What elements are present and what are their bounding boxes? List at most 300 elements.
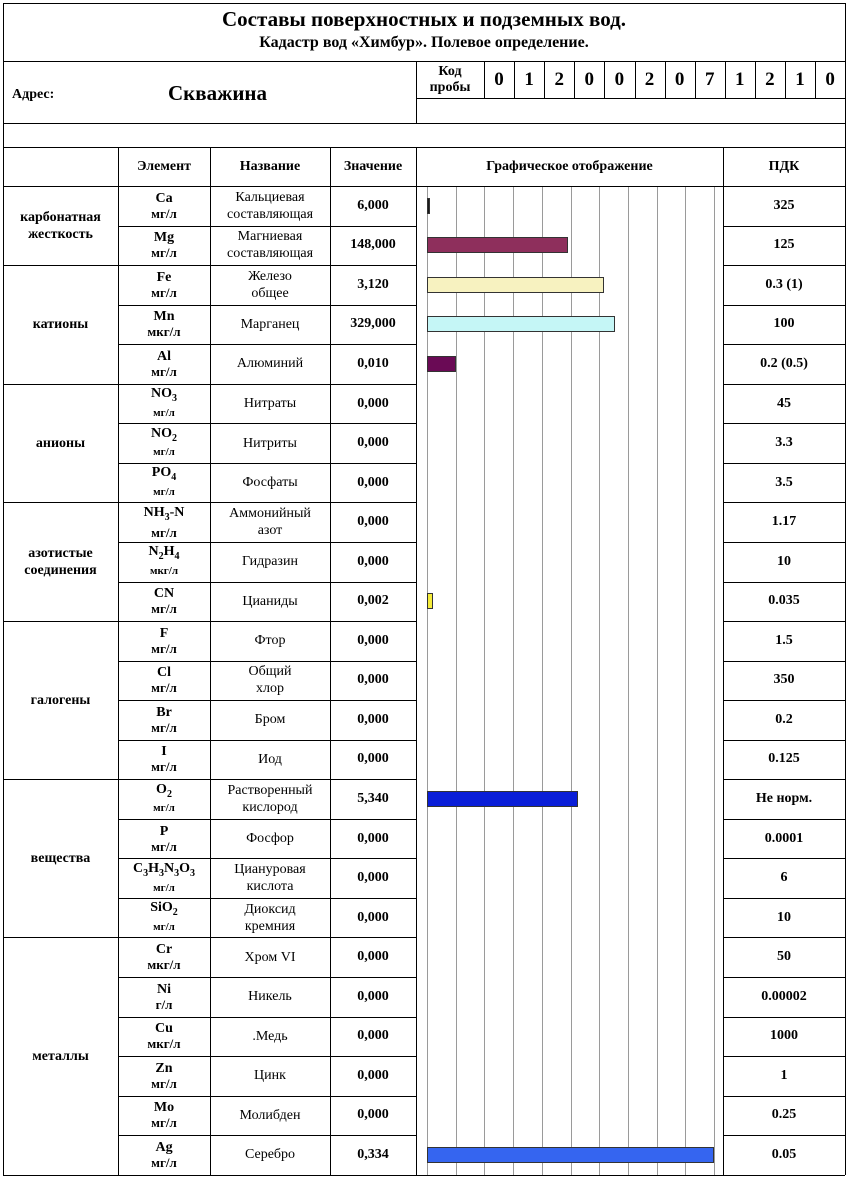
element-pdk: 1.5	[775, 632, 793, 648]
element-cell	[118, 858, 210, 898]
group-label-line: азотистые	[28, 545, 93, 561]
h-border	[3, 265, 118, 266]
v-border	[845, 3, 846, 1175]
h-border	[723, 226, 845, 227]
graph-gridline	[456, 186, 457, 1175]
value-bar	[427, 198, 430, 214]
element-pdk: 0.125	[768, 751, 800, 767]
h-border	[723, 384, 845, 385]
element-name-line: кислород	[242, 800, 298, 816]
element-name	[210, 1017, 330, 1057]
element-cell	[118, 898, 210, 938]
element-pdk: 0.2 (0.5)	[760, 355, 808, 371]
element-unit: мг/л	[151, 245, 177, 261]
element-symbol: Ni	[156, 981, 171, 997]
element-name	[210, 463, 330, 503]
element-symbol: $O_2$	[156, 781, 172, 800]
h-border	[723, 542, 845, 543]
element-value: 148,000	[350, 237, 396, 253]
address-value: Скважина	[168, 81, 268, 105]
h-border	[3, 186, 846, 187]
element-name-line: Хром VI	[244, 949, 296, 965]
h-border	[723, 740, 845, 741]
v-border	[635, 61, 636, 98]
element-symbol: $NO_2$	[150, 425, 177, 444]
element-name	[210, 423, 330, 463]
element-symbol: $N_2H_4$	[148, 544, 180, 563]
element-name	[210, 502, 330, 542]
h-border	[118, 779, 416, 780]
element-name-line: Аммонийный	[229, 506, 311, 522]
element-value: 0,000	[357, 830, 389, 846]
element-pdk: 350	[773, 672, 795, 688]
h-border	[118, 1056, 416, 1057]
element-pdk: 10	[777, 553, 791, 569]
element-name	[210, 305, 330, 345]
v-border	[815, 61, 816, 98]
group-label-line: вещества	[30, 850, 91, 866]
h-border	[118, 898, 416, 899]
element-unit: г/л	[155, 996, 173, 1012]
element-unit: мкг/л	[147, 1036, 181, 1052]
h-border	[118, 977, 416, 978]
element-cell	[118, 542, 210, 582]
element-cell	[118, 937, 210, 977]
element-symbol: $PO_4$	[151, 465, 177, 484]
group-label	[3, 937, 118, 1174]
element-unit: мкг/л	[147, 957, 181, 973]
element-value: 0,000	[357, 949, 389, 965]
element-name-line: Гидразин	[242, 554, 298, 570]
element-name-line: общее	[251, 285, 289, 301]
code-digit: 0	[674, 69, 685, 90]
h-border	[723, 305, 845, 306]
element-unit: мг/л	[151, 1075, 177, 1091]
element-symbol: $NH_3-N$	[143, 504, 185, 523]
element-pdk: 1.17	[771, 514, 797, 530]
element-value: 0,000	[357, 553, 389, 569]
h-border	[723, 898, 845, 899]
element-name-line: Фосфаты	[242, 475, 298, 491]
element-name-line: Циануровая	[234, 862, 306, 878]
element-value: 0,000	[357, 1107, 389, 1123]
element-pdk: 6	[780, 870, 788, 886]
group-label-line: катионы	[32, 316, 89, 332]
h-border	[3, 621, 118, 622]
element-pdk: 45	[777, 395, 791, 411]
element-name-line: Цинк	[254, 1068, 286, 1084]
h-border	[723, 1096, 845, 1097]
element-name	[210, 344, 330, 384]
h-border	[118, 819, 416, 820]
element-cell	[118, 779, 210, 819]
element-name	[210, 384, 330, 424]
element-name-line: составляющая	[226, 246, 314, 262]
element-symbol: Cu	[155, 1021, 173, 1037]
element-symbol: F	[159, 625, 169, 641]
element-pdk: 0.25	[771, 1107, 797, 1123]
value-bar	[427, 277, 604, 293]
element-symbol: P	[159, 823, 169, 839]
group-label	[3, 384, 118, 503]
h-border	[118, 1175, 416, 1176]
element-symbol: Ag	[155, 1139, 173, 1155]
element-name	[210, 542, 330, 582]
v-border	[416, 147, 417, 1175]
element-unit: мг/л	[153, 486, 175, 499]
value-bar	[427, 791, 578, 807]
element-cell	[118, 621, 210, 661]
code-digit: 1	[524, 69, 534, 90]
v-border	[544, 61, 545, 98]
h-border	[118, 1017, 416, 1018]
group-label	[3, 502, 118, 621]
code-digit: 0	[614, 69, 625, 90]
element-value: 0,000	[357, 632, 389, 648]
element-name-line: Растворенный	[227, 783, 313, 799]
graph-gridline	[685, 186, 686, 1175]
element-cell	[118, 740, 210, 780]
element-name	[210, 1135, 330, 1175]
h-border	[118, 937, 416, 938]
graph-gridline	[513, 186, 514, 1175]
element-symbol: Mn	[153, 309, 175, 325]
element-name-line: Цианиды	[242, 593, 298, 609]
element-value: 0,000	[357, 435, 389, 451]
h-border	[723, 819, 845, 820]
group-label-line: соединения	[24, 562, 97, 578]
header-graph: Графическое отображение	[486, 159, 653, 174]
h-border	[118, 740, 416, 741]
h-border	[3, 123, 846, 124]
h-border	[118, 226, 416, 227]
h-border	[723, 700, 845, 701]
element-cell	[118, 700, 210, 740]
element-name-line: Никель	[248, 989, 292, 1005]
group-label	[3, 621, 118, 779]
group-label	[3, 779, 118, 937]
h-border	[723, 582, 845, 583]
h-border	[723, 1017, 845, 1018]
element-name	[210, 819, 330, 859]
code-digit: 1	[735, 69, 745, 90]
element-unit: мг/л	[151, 363, 177, 379]
element-name-line: азот	[257, 523, 283, 539]
code-label	[416, 62, 484, 98]
element-name-line: Общий	[248, 664, 292, 680]
h-border	[723, 1175, 845, 1176]
element-value: 0,000	[357, 395, 389, 411]
element-unit: мкг/л	[147, 324, 181, 340]
element-cell	[118, 186, 210, 226]
element-symbol: $C_3H_3N_3O_3$	[132, 860, 196, 879]
element-pdk: 10	[777, 909, 791, 925]
element-name	[210, 977, 330, 1017]
v-border	[665, 61, 666, 98]
code-digit: 0	[825, 69, 835, 90]
element-symbol: Br	[156, 704, 172, 720]
element-name-line: Фосфор	[246, 831, 294, 847]
group-label-line: галогены	[30, 692, 91, 708]
graph-gridline	[542, 186, 543, 1175]
h-border	[118, 858, 416, 859]
element-name	[210, 621, 330, 661]
element-value: 0,000	[357, 514, 389, 530]
element-name-line: Серебро	[244, 1147, 296, 1163]
element-value: 0,000	[357, 1067, 389, 1083]
group-label-line: карбонатная	[20, 209, 101, 225]
element-unit: мг/л	[151, 524, 177, 540]
element-name	[210, 1056, 330, 1096]
element-name-line: кремния	[244, 918, 296, 934]
code-label-line1: Код	[438, 64, 462, 79]
element-pdk: 3.5	[775, 474, 793, 490]
element-value: 0,000	[357, 711, 389, 727]
code-digit: 2	[765, 69, 775, 90]
v-border	[755, 61, 756, 98]
element-unit: мг/л	[151, 640, 177, 656]
element-name-line: Фтор	[254, 633, 286, 649]
element-cell	[118, 226, 210, 266]
h-border	[3, 384, 118, 385]
code-digit: 0	[494, 69, 504, 90]
element-unit: мг/л	[151, 284, 177, 300]
element-cell	[118, 1135, 210, 1175]
h-border	[3, 3, 846, 4]
element-value: 0,000	[357, 909, 389, 925]
element-cell	[118, 1017, 210, 1057]
h-border	[3, 147, 846, 148]
element-unit: мг/л	[151, 1154, 177, 1170]
element-name	[210, 265, 330, 305]
element-symbol: Cr	[155, 942, 173, 958]
group-label	[3, 265, 118, 384]
element-name	[210, 661, 330, 701]
page-subtitle: Кадастр вод «Химбур». Полевое определение.	[259, 34, 589, 51]
code-digit: 1	[795, 69, 805, 90]
element-pdk: 1	[780, 1067, 788, 1083]
code-digit: 2	[644, 69, 655, 90]
h-border	[118, 502, 416, 503]
element-name-line: Алюминий	[236, 356, 304, 372]
group-label-line: металлы	[32, 1048, 89, 1064]
value-bar	[427, 1147, 714, 1163]
element-value: 0,002	[357, 593, 389, 609]
element-unit: мг/л	[153, 921, 175, 934]
element-value: 0,334	[357, 1146, 389, 1162]
element-unit: мг/л	[153, 406, 175, 419]
element-name-line: кислота	[246, 879, 294, 895]
h-border	[118, 423, 416, 424]
element-pdk: 0.2	[775, 711, 793, 727]
element-unit: мг/л	[151, 719, 177, 735]
code-digit: 0	[584, 69, 595, 90]
v-border	[514, 61, 515, 98]
element-pdk: 0.05	[771, 1146, 797, 1162]
value-bar	[427, 593, 433, 609]
v-border	[484, 61, 485, 98]
v-border	[416, 61, 417, 123]
h-border	[118, 305, 416, 306]
element-unit: мкг/л	[149, 565, 179, 578]
h-border	[3, 937, 118, 938]
h-border	[723, 1056, 845, 1057]
element-symbol: Ca	[155, 190, 173, 206]
element-cell	[118, 384, 210, 424]
h-border	[118, 265, 416, 266]
element-unit: мг/л	[151, 601, 177, 617]
h-border	[118, 1135, 416, 1136]
element-cell	[118, 265, 210, 305]
h-border	[723, 621, 845, 622]
element-unit: мг/л	[153, 446, 175, 459]
element-cell	[118, 502, 210, 542]
element-pdk: Не норм.	[755, 791, 813, 807]
element-unit: мг/л	[151, 205, 177, 221]
element-pdk: 325	[773, 197, 795, 213]
graph-gridline	[484, 186, 485, 1175]
code-digit: 2	[554, 69, 564, 90]
h-border	[118, 1096, 416, 1097]
h-border	[723, 858, 845, 859]
v-border	[695, 61, 696, 98]
h-border	[723, 423, 845, 424]
element-name	[210, 740, 330, 780]
h-border	[723, 937, 845, 938]
element-name-line: Магниевая	[237, 229, 303, 245]
group-label	[3, 186, 118, 265]
element-value: 0,000	[357, 988, 389, 1004]
element-symbol: Mg	[153, 230, 175, 246]
element-name-line: Марганец	[240, 316, 300, 332]
h-border	[3, 61, 846, 62]
element-name-line: Иод	[258, 751, 282, 767]
element-value: 6,000	[357, 197, 389, 213]
element-name	[210, 858, 330, 898]
v-border	[3, 3, 4, 1175]
graph-gridline	[714, 186, 715, 1175]
element-name-line: Нитриты	[243, 435, 297, 451]
header-pdk: ПДК	[768, 159, 800, 174]
element-value: 0,010	[357, 355, 389, 371]
header-name: Название	[239, 159, 301, 174]
page-title: Составы поверхностных и подземных вод.	[222, 7, 626, 31]
element-name	[210, 226, 330, 266]
value-bar	[427, 356, 456, 372]
element-cell	[118, 819, 210, 859]
v-border	[785, 61, 786, 98]
h-border	[118, 463, 416, 464]
element-symbol: SiO$_2$	[150, 900, 178, 919]
element-cell	[118, 582, 210, 622]
element-pdk: 50	[777, 949, 791, 965]
element-name-line: Молибден	[239, 1107, 301, 1123]
element-value: 0,000	[357, 1028, 389, 1044]
element-value: 0,000	[357, 870, 389, 886]
h-border	[118, 700, 416, 701]
h-border	[723, 463, 845, 464]
element-pdk: 100	[773, 316, 795, 332]
graph-gridline	[628, 186, 629, 1175]
element-name-line: хлор	[256, 681, 284, 697]
element-pdk: 125	[773, 237, 795, 253]
h-border	[416, 1175, 723, 1176]
element-unit: мг/л	[153, 881, 175, 894]
element-name-line: составляющая	[226, 206, 314, 222]
graph-gridline	[657, 186, 658, 1175]
h-border	[3, 779, 118, 780]
element-symbol: $NO_3$	[150, 386, 177, 404]
element-name	[210, 582, 330, 622]
element-symbol: Zn	[155, 1060, 173, 1076]
element-symbol: CN	[153, 586, 175, 602]
element-pdk: 3.3	[775, 435, 793, 451]
element-unit: мг/л	[151, 838, 177, 854]
v-border	[725, 61, 726, 98]
element-name	[210, 779, 330, 819]
h-border	[723, 344, 845, 345]
h-border	[723, 977, 845, 978]
code-label-line2: пробы	[429, 80, 471, 95]
element-value: 0,000	[357, 672, 389, 688]
h-border	[118, 661, 416, 662]
element-symbol: I	[161, 744, 167, 760]
element-cell	[118, 344, 210, 384]
header-element: Элемент	[136, 159, 192, 174]
h-border	[723, 779, 845, 780]
element-symbol: Mo	[153, 1100, 175, 1116]
v-border	[574, 61, 575, 98]
h-border	[118, 621, 416, 622]
element-pdk: 1000	[770, 1028, 798, 1044]
element-name-line: Бром	[254, 712, 286, 728]
value-bar	[427, 316, 615, 332]
graph-gridline	[571, 186, 572, 1175]
h-border	[416, 98, 846, 99]
h-border	[3, 502, 118, 503]
element-cell	[118, 423, 210, 463]
element-name-line: .Медь	[252, 1028, 288, 1044]
element-name	[210, 700, 330, 740]
element-value: 0,000	[357, 751, 389, 767]
element-value: 5,340	[357, 791, 389, 807]
h-border	[723, 502, 845, 503]
element-cell	[118, 1056, 210, 1096]
group-label-line: анионы	[35, 435, 86, 451]
element-symbol: Fe	[156, 269, 172, 285]
element-value: 329,000	[350, 316, 396, 332]
v-border	[604, 61, 605, 98]
element-cell	[118, 977, 210, 1017]
element-pdk: 0.035	[768, 593, 800, 609]
element-name-line: Железо	[248, 268, 292, 284]
element-name-line: Кальциевая	[235, 189, 305, 205]
h-border	[118, 582, 416, 583]
element-unit: мг/л	[151, 680, 177, 696]
element-cell	[118, 1096, 210, 1136]
element-value: 0,000	[357, 474, 389, 490]
h-border	[118, 384, 416, 385]
h-border	[3, 1175, 118, 1176]
element-symbol: Cl	[156, 665, 171, 681]
element-cell	[118, 463, 210, 503]
header-value: Значение	[343, 159, 403, 174]
element-pdk: 0.0001	[764, 830, 804, 846]
element-name-line: Нитраты	[243, 396, 297, 412]
element-symbol: Al	[156, 348, 171, 364]
element-name	[210, 898, 330, 938]
h-border	[723, 1135, 845, 1136]
